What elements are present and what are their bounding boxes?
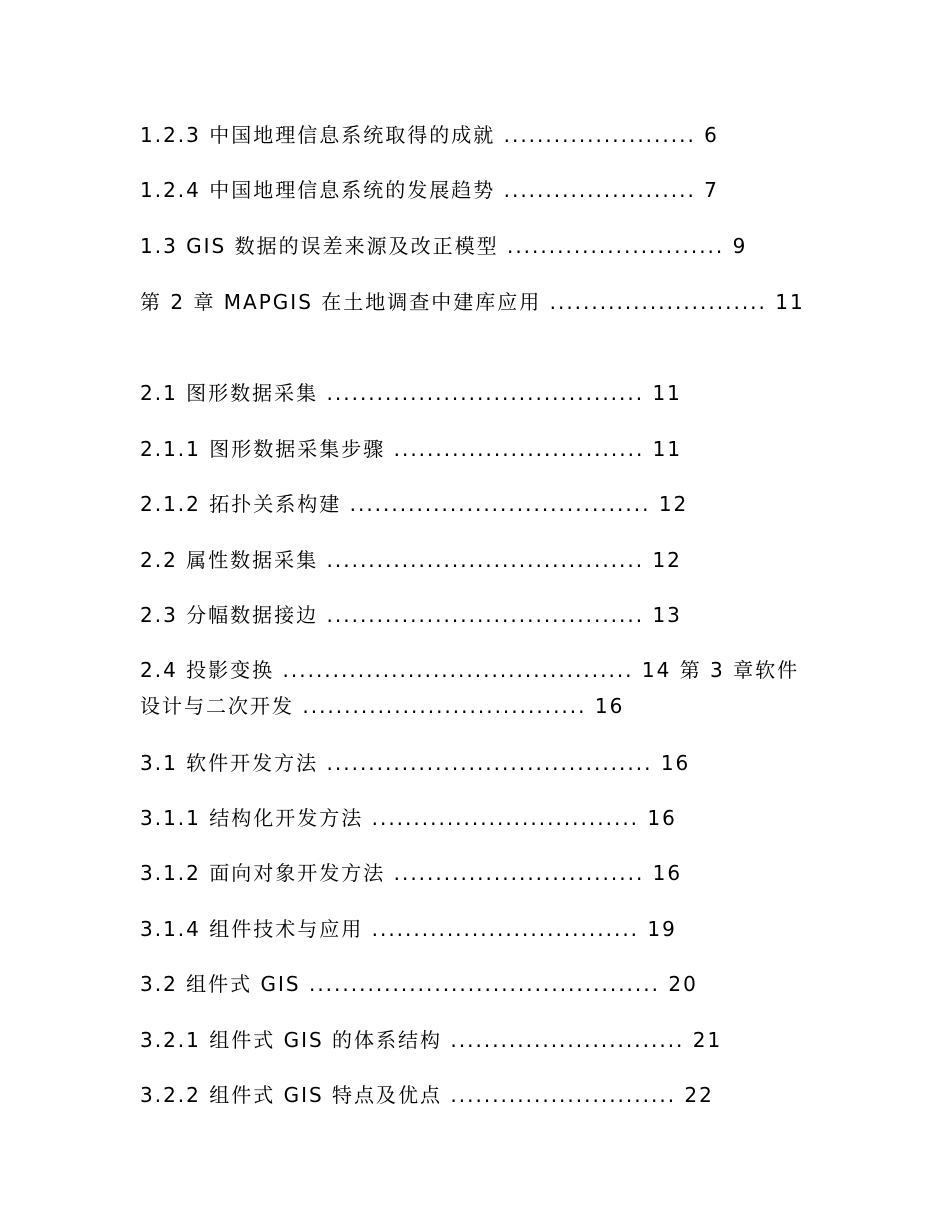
toc-entry: 2.2 属性数据采集 ...................................... 12	[140, 548, 682, 572]
toc-entry: 2.1.2 拓扑关系构建 .................................... 12	[140, 492, 689, 516]
toc-entry: 3.1.1 结构化开发方法 ................................ 16	[140, 806, 677, 830]
toc-entry: 1.2.4 中国地理信息系统的发展趋势 ....................... 7	[140, 178, 719, 202]
toc-entry: 3.2.2 组件式 GIS 特点及优点 ........................... 22	[140, 1083, 714, 1107]
toc-entry: 2.1 图形数据采集 ...................................... 11	[140, 381, 682, 405]
toc-entry: 2.1.1 图形数据采集步骤 .............................. 11	[140, 437, 683, 461]
toc-entry: 3.2 组件式 GIS .......................................... 20	[140, 972, 698, 996]
toc-entry: 第 2 章 MAPGIS 在土地调查中建库应用 .......................... 11	[140, 290, 805, 314]
toc-entry: 3.1.2 面向对象开发方法 .............................. 16	[140, 861, 683, 885]
toc-entry: 3.1 软件开发方法 ....................................... 16	[140, 751, 691, 775]
toc-entry: 1.2.3 中国地理信息系统取得的成就 ....................... 6	[140, 123, 719, 147]
toc-entry: 3.1.4 组件技术与应用 ................................ 19	[140, 917, 677, 941]
toc-entry: 2.3 分幅数据接边 ...................................... 13	[140, 603, 682, 627]
toc-entry: 2.4 投影变换 .......................................... 14 第 3 章软件设计与二次开发 .................................. 16	[140, 658, 800, 718]
toc-entry: 1.3 GIS 数据的误差来源及改正模型 .......................... 9	[140, 234, 748, 258]
toc-entry: 3.2.1 组件式 GIS 的体系结构 ............................ 21	[140, 1028, 723, 1052]
